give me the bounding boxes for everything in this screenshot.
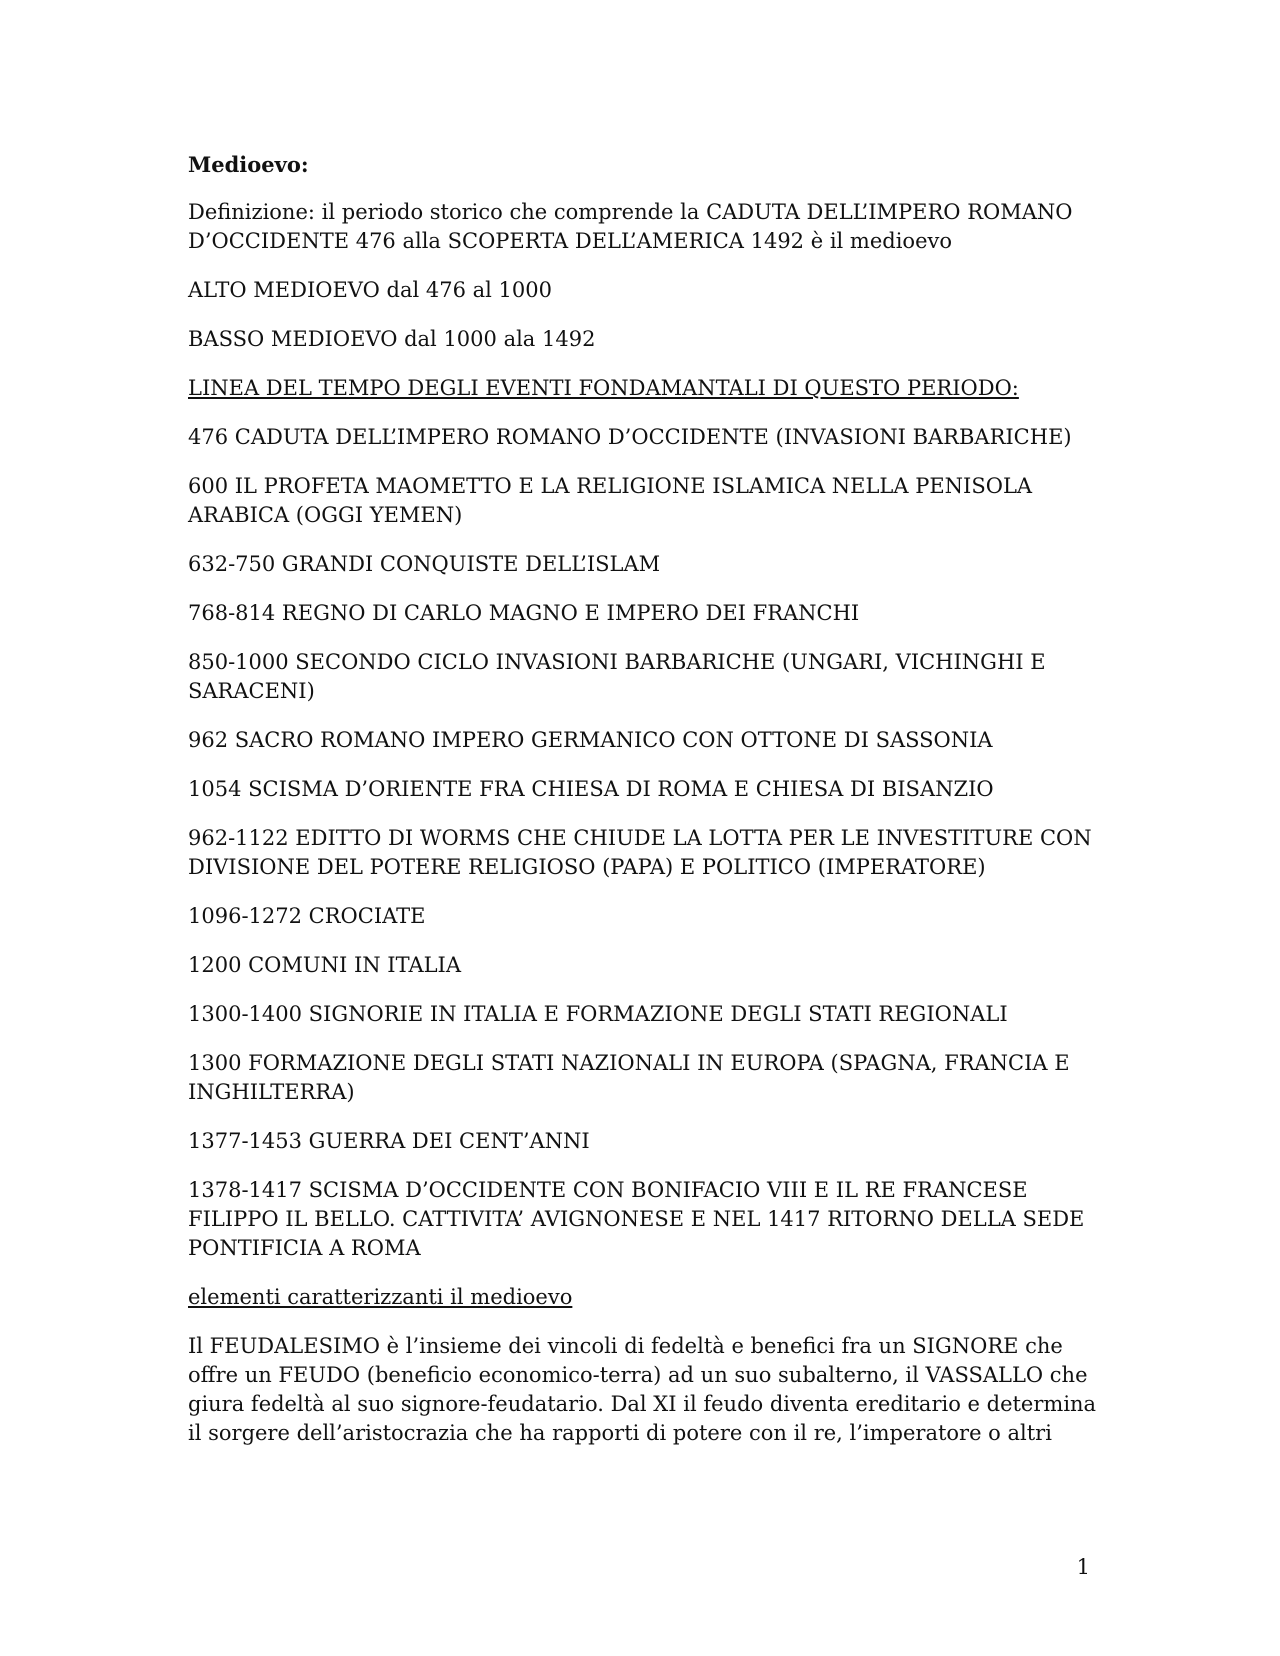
basso-medioevo-line: BASSO MEDIOEVO dal 1000 ala 1492 xyxy=(188,327,596,351)
timeline-event: 476 CADUTA DELL’IMPERO ROMANO D’OCCIDENTE (INVASIONI BARBARICHE) xyxy=(188,425,1072,449)
timeline-heading: LINEA DEL TEMPO DEGLI EVENTI FONDAMANTALI DI QUESTO PERIODO: xyxy=(188,376,1019,400)
timeline-event: 962-1122 EDITTO DI WORMS CHE CHIUDE LA LOTTA PER LE INVESTITURE CON DIVISIONE DEL POTERE RELIGIOSO (PAPA) E POLITICO (IMPERATORE) xyxy=(188,826,1092,879)
timeline-event: 850-1000 SECONDO CICLO INVASIONI BARBARICHE (UNGARI, VICHINGHI E SARACENI) xyxy=(188,650,1046,703)
definition-paragraph: Definizione: il periodo storico che comprende la CADUTA DELL’IMPERO ROMANO D’OCCIDENTE 476 alla SCOPERTA DELL’AMERICA 1492 è il medioevo xyxy=(188,200,1073,253)
timeline-event: 1200 COMUNI IN ITALIA xyxy=(188,953,462,977)
elements-heading: elementi caratterizzanti il medioevo xyxy=(188,1285,573,1309)
alto-medioevo-line: ALTO MEDIOEVO dal 476 al 1000 xyxy=(188,278,552,302)
timeline-event: 1300 FORMAZIONE DEGLI STATI NAZIONALI IN EUROPA (SPAGNA, FRANCIA E INGHILTERRA) xyxy=(188,1051,1070,1104)
timeline-event: 600 IL PROFETA MAOMETTO E LA RELIGIONE ISLAMICA NELLA PENISOLA ARABICA (OGGI YEMEN) xyxy=(188,474,1033,527)
timeline-event: 962 SACRO ROMANO IMPERO GERMANICO CON OTTONE DI SASSONIA xyxy=(188,728,993,752)
timeline-event: 1378-1417 SCISMA D’OCCIDENTE CON BONIFACIO VIII E IL RE FRANCESE FILIPPO IL BELLO. CATTIVITA’ AVIGNONESE E NEL 1417 RITORNO DELLA SEDE PONTIFICIA A ROMA xyxy=(188,1178,1085,1260)
document-title: Medioevo: xyxy=(188,152,309,177)
timeline-event: 768-814 REGNO DI CARLO MAGNO E IMPERO DEI FRANCHI xyxy=(188,601,860,625)
page-number: 1 xyxy=(1076,1555,1090,1579)
timeline-event: 1096-1272 CROCIATE xyxy=(188,904,426,928)
timeline-event: 632-750 GRANDI CONQUISTE DELL’ISLAM xyxy=(188,552,661,576)
timeline-event: 1377-1453 GUERRA DEI CENT’ANNI xyxy=(188,1129,590,1153)
timeline-event: 1054 SCISMA D’ORIENTE FRA CHIESA DI ROMA E CHIESA DI BISANZIO xyxy=(188,777,994,801)
document-page xyxy=(188,150,1098,1468)
timeline-event: 1300-1400 SIGNORIE IN ITALIA E FORMAZIONE DEGLI STATI REGIONALI xyxy=(188,1002,1008,1026)
feudalesimo-paragraph: Il FEUDALESIMO è l’insieme dei vincoli di fedeltà e benefici fra un SIGNORE che offre un FEUDO (beneficio economico-terra) ad un suo subalterno, il VASSALLO che giura fedeltà al suo signore-feudatario. Dal XI il feudo diventa ereditario e determina il sorgere dell’aristocrazia che ha rapporti di potere con il re, l’imperatore o altri xyxy=(188,1334,1097,1445)
